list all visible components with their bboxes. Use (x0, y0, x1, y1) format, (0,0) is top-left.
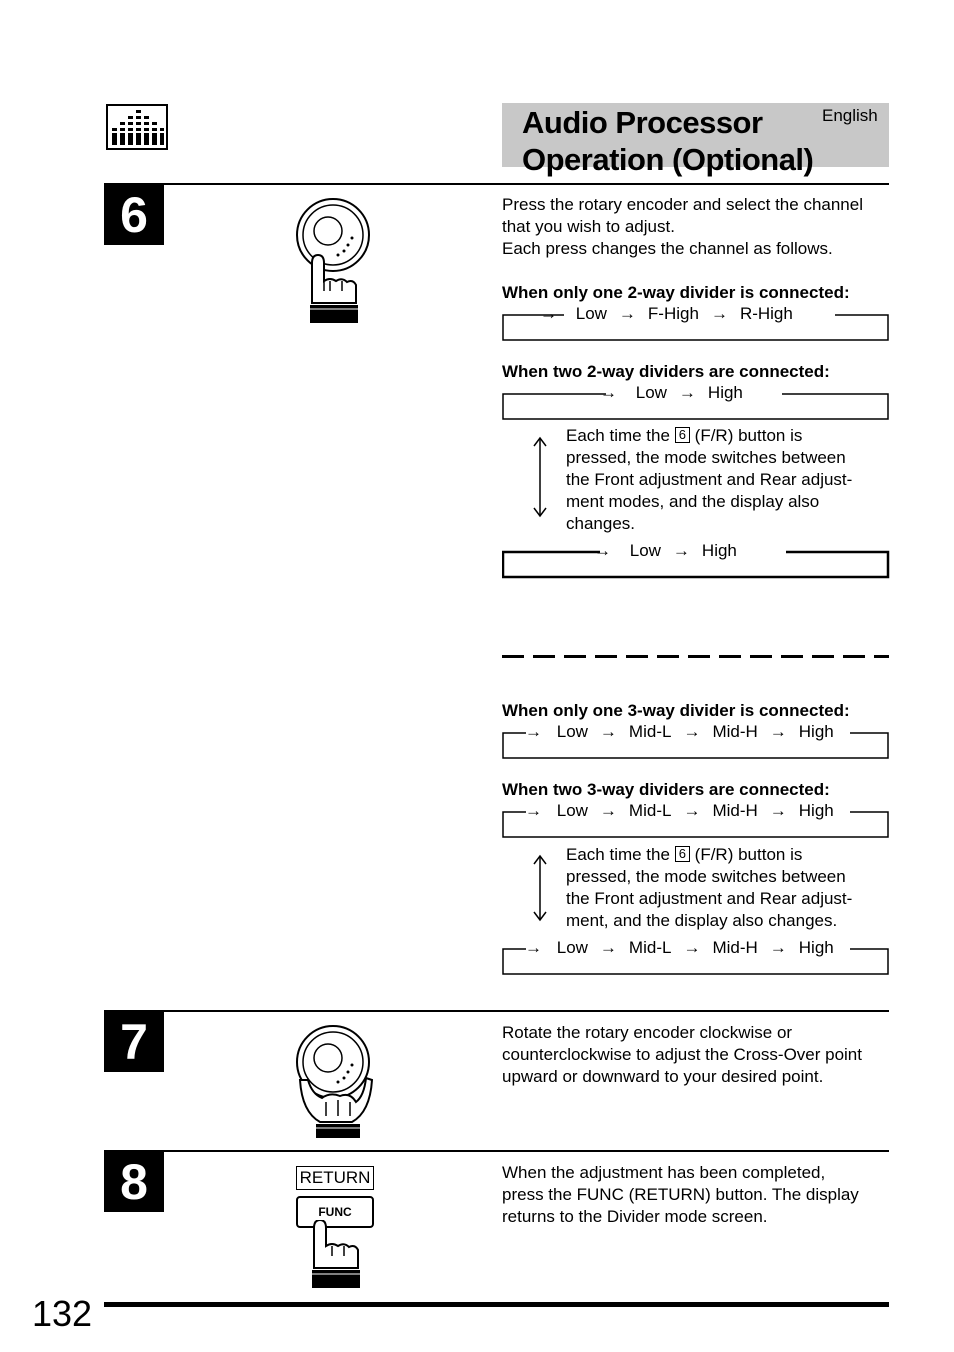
arrow-icon: → (618, 304, 636, 323)
step-8-instructions (502, 1162, 892, 1228)
channel-mid-h: Mid-H (712, 801, 758, 820)
pressing-hand-icon (306, 1220, 370, 1290)
title-line-1: Audio Processor (522, 105, 763, 140)
step-7-line: Rotate the rotary encoder clockwise or (502, 1023, 793, 1042)
arrow-icon: → (683, 938, 701, 957)
step-8-line: returns to the Divider mode screen. (502, 1207, 768, 1226)
arrow-icon: → (769, 722, 787, 741)
step-7-rule (104, 1010, 889, 1012)
rotary-encoder-press-icon (290, 195, 380, 325)
note-line: ment modes, and the display also (566, 492, 820, 511)
step-6-line: that you wish to adjust. (502, 217, 675, 236)
step-6-instructions (502, 194, 892, 260)
step-8-rule (104, 1150, 889, 1152)
two-2way-heading: When two 2-way dividers are connected: (502, 362, 830, 381)
arrow-icon: → (599, 938, 617, 957)
arrow-icon: → (599, 722, 617, 741)
step-8-line: When the adjustment has been completed, (502, 1163, 826, 1182)
channel-high: High (798, 801, 834, 820)
return-label: RETURN (296, 1166, 374, 1190)
arrow-icon: → (525, 722, 542, 741)
step-7-line: counterclockwise to adjust the Cross-Over point (502, 1045, 862, 1064)
arrow-icon: → (769, 801, 787, 820)
page-number: 132 (32, 1293, 93, 1334)
one-2way-heading: When only one 2-way divider is connected: (502, 283, 850, 302)
arrow-icon: → (672, 541, 690, 560)
channel-f-high: F-High (647, 304, 699, 323)
two-2way-rear-sequence (594, 541, 737, 561)
two-3way-heading: When two 3-way dividers are connected: (502, 780, 830, 799)
note-text: (F/R) button is (694, 426, 803, 445)
channel-r-high: R-High (739, 304, 793, 323)
step-8-number: 8 (104, 1152, 164, 1212)
step-6-rule (104, 183, 889, 185)
arrow-icon: → (710, 304, 728, 323)
one-2way-sequence (540, 304, 793, 324)
two-3way-rear-sequence (525, 938, 834, 958)
step-6-line: Each press changes the channel as follows. (502, 239, 833, 258)
channel-high: High (798, 722, 834, 741)
channel-low: Low (575, 304, 607, 323)
step-8-line: press the FUNC (RETURN) button. The display (502, 1185, 859, 1204)
arrow-icon: → (769, 938, 787, 957)
arrow-icon: → (599, 801, 617, 820)
double-arrow-icon (530, 852, 550, 924)
channel-mid-l: Mid-L (628, 801, 672, 820)
language-label: English (822, 106, 878, 125)
step-6-number: 6 (104, 185, 164, 245)
one-3way-sequence (525, 722, 834, 742)
double-arrow-icon (530, 434, 550, 520)
note-line: pressed, the mode switches between (566, 867, 846, 886)
note-text: (F/R) button is (694, 845, 803, 864)
arrow-icon: → (600, 383, 617, 402)
channel-low: Low (556, 801, 588, 820)
two-2way-front-sequence (600, 383, 743, 403)
channel-low: Low (629, 541, 661, 560)
two-2way-note (566, 425, 876, 535)
note-line: ment, and the display also changes. (566, 911, 838, 930)
channel-low: Low (635, 383, 667, 402)
note-line: pressed, the mode switches between (566, 448, 846, 467)
page-title (522, 104, 813, 178)
fr-key-6: 6 (675, 427, 690, 443)
note-text: Each time the (566, 426, 670, 445)
step-6-line: Press the rotary encoder and select the channel (502, 195, 863, 214)
step-7-instructions (502, 1022, 892, 1088)
two-3way-note (566, 844, 876, 932)
channel-mid-h: Mid-H (712, 938, 758, 957)
equalizer-icon (106, 104, 168, 150)
arrow-icon: → (540, 304, 557, 323)
note-line: the Front adjustment and Rear adjust- (566, 889, 853, 908)
two-3way-front-sequence (525, 801, 834, 821)
func-button[interactable]: FUNC (296, 1196, 374, 1228)
channel-high: High (707, 383, 743, 402)
footer-rule (104, 1302, 889, 1307)
channel-high: High (798, 938, 834, 957)
arrow-icon: → (683, 801, 701, 820)
step-7-line: upward or downward to your desired point. (502, 1067, 824, 1086)
arrow-icon: → (678, 383, 696, 402)
fr-key-6: 6 (675, 846, 690, 862)
channel-mid-l: Mid-L (628, 722, 672, 741)
channel-mid-l: Mid-L (628, 938, 672, 957)
channel-low: Low (556, 722, 588, 741)
arrow-icon: → (683, 722, 701, 741)
arrow-icon: → (594, 541, 611, 560)
title-line-2: Operation (Optional) (522, 142, 814, 177)
one-3way-heading: When only one 3-way divider is connected: (502, 701, 850, 720)
step-7-number: 7 (104, 1012, 164, 1072)
note-line: the Front adjustment and Rear adjust- (566, 470, 853, 489)
arrow-icon: → (525, 801, 542, 820)
note-line: changes. (566, 514, 635, 533)
channel-mid-h: Mid-H (712, 722, 758, 741)
channel-high: High (701, 541, 737, 560)
rotary-encoder-rotate-icon (290, 1022, 382, 1142)
note-text: Each time the (566, 845, 670, 864)
channel-low: Low (556, 938, 588, 957)
section-divider-dashed (502, 655, 889, 658)
arrow-icon: → (525, 938, 542, 957)
